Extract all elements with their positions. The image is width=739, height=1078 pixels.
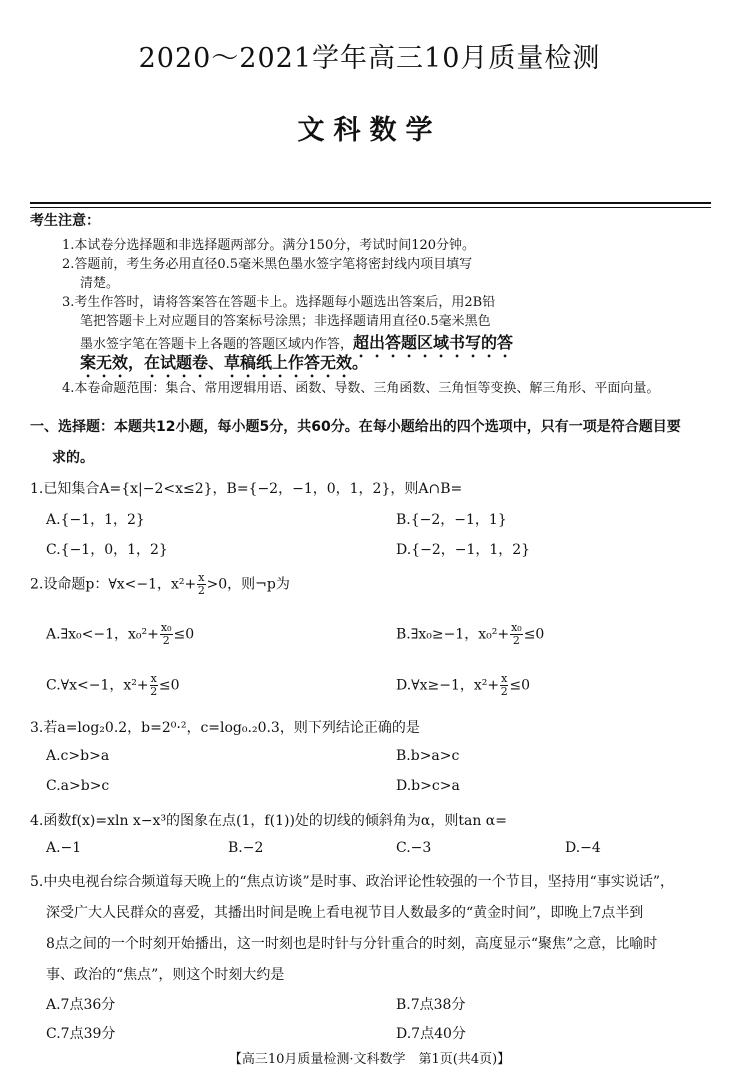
question-5-option-d: D.7点40分 bbox=[396, 1026, 466, 1042]
fraction-denominator: 2 bbox=[150, 685, 158, 698]
option-text: A.∃x₀<−1，x₀²+ bbox=[46, 626, 159, 643]
question-5-option-b: B.7点38分 bbox=[396, 997, 466, 1013]
question-1-option-d: D.{−2，−1，1，2} bbox=[396, 542, 531, 558]
question-1-stem: 1.已知集合A={x|−2<x≤2}，B={−2，−1，0，1，2}，则A∩B= bbox=[30, 481, 463, 497]
question-2-option-a bbox=[46, 622, 194, 647]
notice-emphasis-1: 超出答题区域书写的答 bbox=[353, 333, 514, 352]
option-text: ≤0 bbox=[173, 626, 195, 643]
notice-item-2-line-1: 2.答题前，考生务必用直径0.5毫米黑色墨水签字笔将密封线内项目填写 bbox=[62, 257, 473, 272]
question-4-option-c: C.−3 bbox=[396, 840, 432, 856]
fraction-denominator: 2 bbox=[162, 634, 170, 647]
question-3-option-a: A.c>b>a bbox=[46, 748, 110, 764]
section-heading-line-1: 一、选择题：本题共12小题，每小题5分，共60分。在每小题给出的四个选项中，只有一项是符合题目要 bbox=[30, 419, 681, 435]
fraction-denominator: 2 bbox=[197, 584, 205, 597]
question-5-line-3: 8点之间的一个时刻开始播出，这一时刻也是时针与分针重合的时刻，高度显示“聚焦”之意，比喻时 bbox=[46, 936, 658, 952]
option-text: ≤0 bbox=[509, 677, 530, 694]
subject-title: 文科数学 bbox=[297, 115, 442, 146]
question-2-stem-post: >0，则¬p为 bbox=[206, 576, 290, 593]
question-4-option-d: D.−4 bbox=[565, 840, 601, 856]
notice-item-3-line-1: 3.考生作答时，请将答案答在答题卡上。选择题每小题选出答案后，用2B铅 bbox=[62, 295, 496, 310]
notice-item-2-line-2: 清楚。 bbox=[80, 276, 120, 291]
question-5-option-c: C.7点39分 bbox=[46, 1026, 116, 1042]
fraction bbox=[150, 673, 158, 698]
notice-heading: 考生注意： bbox=[30, 213, 100, 229]
divider-thin bbox=[30, 207, 711, 208]
question-4-option-a: A.−1 bbox=[46, 840, 82, 856]
fraction-numerator: x₀ bbox=[160, 621, 172, 634]
option-text: ≤0 bbox=[158, 677, 180, 694]
question-1-option-a: A.{−1，1，2} bbox=[46, 512, 145, 528]
notice-item-3-line-2: 笔把答题卡上对应题目的答案标号涂黑；非选择题请用直径0.5毫米黑色 bbox=[80, 314, 491, 329]
question-3-option-c: C.a>b>c bbox=[46, 778, 110, 794]
notice-item-3-text: 墨水签字笔在答题卡上各题的答题区域内作答， bbox=[80, 337, 354, 352]
question-5-line-2: 深受广大人民群众的喜爱，其播出时间是晚上看电视节目人数最多的“黄金时间”，即晚上7点半到 bbox=[46, 905, 644, 921]
notice-item-4: 4.本卷命题范围：集合、常用逻辑用语、函数、导数、三角函数、三角恒等变换、解三角形、平面向量。 bbox=[62, 381, 660, 396]
notice-item-1: 1.本试卷分选择题和非选择题两部分。满分150分，考试时间120分钟。 bbox=[62, 238, 476, 253]
divider-thick bbox=[30, 202, 711, 204]
question-4-stem: 4.函数f(x)=xln x−x³的图象在点(1，f(1))处的切线的倾斜角为α，则tan α= bbox=[30, 813, 507, 829]
fraction bbox=[500, 673, 508, 698]
question-1-option-b: B.{−2，−1，1} bbox=[396, 512, 507, 528]
question-2-option-b bbox=[396, 622, 544, 647]
fraction-numerator: x bbox=[198, 571, 205, 584]
question-4-option-b: B.−2 bbox=[228, 840, 264, 856]
page-footer: 【高三10月质量检测·文科数学 第1页(共4页)】 bbox=[228, 1052, 511, 1067]
fraction-denominator: 2 bbox=[500, 685, 508, 698]
fraction-numerator: x bbox=[501, 672, 508, 685]
question-3-option-d: D.b>c>a bbox=[396, 778, 460, 794]
option-text: C.∀x<−1，x²+ bbox=[46, 677, 149, 694]
section-heading-line-2: 求的。 bbox=[52, 450, 94, 466]
fraction bbox=[160, 622, 173, 647]
question-3-option-b: B.b>a>c bbox=[396, 748, 460, 764]
question-2-stem-pre: 2.设命题p：∀x<−1，x²+ bbox=[30, 576, 197, 593]
question-2-option-c bbox=[46, 673, 179, 698]
option-text: ≤0 bbox=[523, 626, 545, 643]
question-2-option-d bbox=[396, 673, 530, 698]
exam-title: 2020～2021学年高三10月质量检测 bbox=[138, 43, 601, 74]
question-5-line-1: 5.中央电视台综合频道每天晚上的“焦点访谈”是时事、政治评论性较强的一个节目，坚持用“事实说话”， bbox=[30, 874, 674, 890]
notice-emphasis-2: 案无效，在试题卷、草稿纸上作答无效。 bbox=[80, 353, 369, 372]
fraction bbox=[510, 622, 523, 647]
question-2-stem bbox=[30, 572, 290, 597]
option-text: D.∀x≥−1，x²+ bbox=[396, 677, 500, 694]
fraction bbox=[197, 572, 205, 597]
option-text: B.∃x₀≥−1，x₀²+ bbox=[396, 626, 510, 643]
question-5-line-4: 事、政治的“焦点”，则这个时刻大约是 bbox=[46, 967, 285, 983]
question-1-option-c: C.{−1，0，1，2} bbox=[46, 542, 168, 558]
question-3-stem: 3.若a=log₂0.2，b=2⁰·²，c=log₀.₂0.3，则下列结论正确的是 bbox=[30, 720, 420, 736]
question-5-option-a: A.7点36分 bbox=[46, 997, 116, 1013]
fraction-numerator: x₀ bbox=[511, 621, 522, 634]
fraction-denominator: 2 bbox=[512, 634, 520, 647]
fraction-numerator: x bbox=[150, 672, 157, 685]
